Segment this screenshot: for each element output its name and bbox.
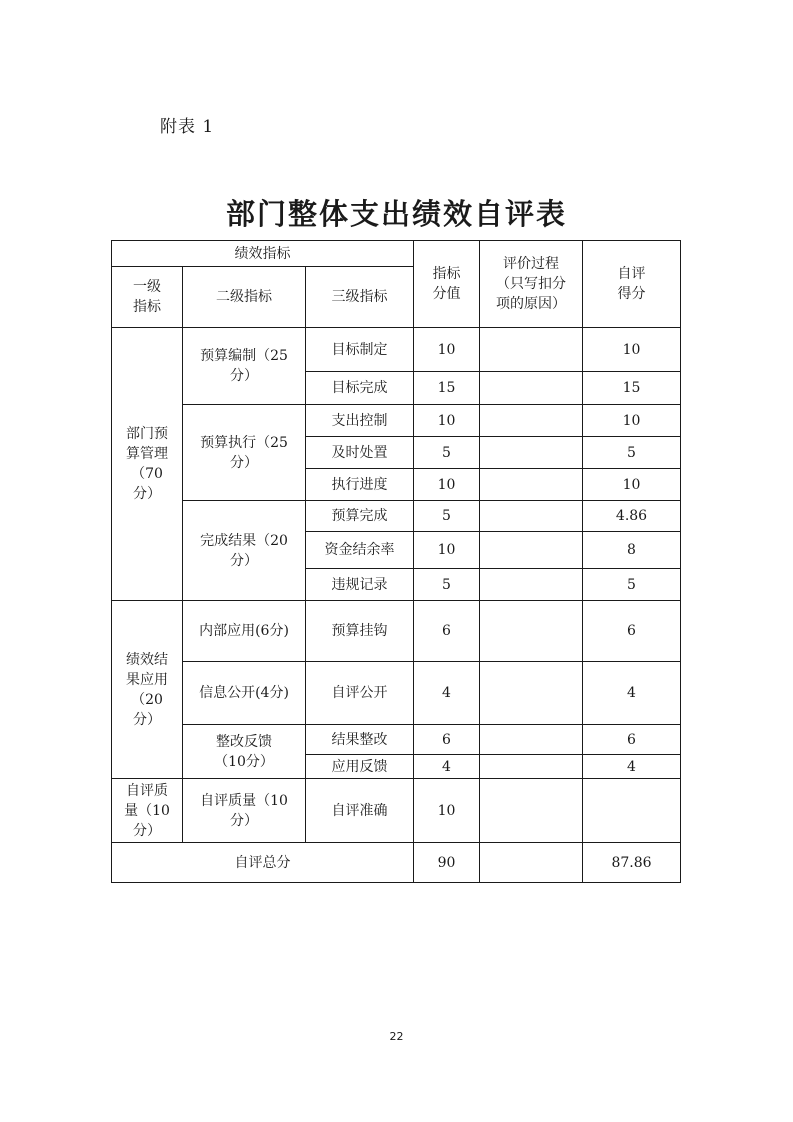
score-cell: 5 <box>583 437 681 469</box>
score-cell: 6 <box>583 601 681 662</box>
header-level3: 三级指标 <box>306 267 414 328</box>
process-cell <box>480 405 583 437</box>
score-cell: 4 <box>583 755 681 779</box>
process-cell <box>480 662 583 725</box>
process-cell <box>480 328 583 372</box>
process-cell <box>480 755 583 779</box>
page-title: 部门整体支出绩效自评表 <box>225 197 567 231</box>
header-level1: 一级指标 <box>112 267 183 328</box>
header-process: 评价过程（只写扣分项的原因） <box>480 241 583 328</box>
value-cell: 6 <box>414 725 480 755</box>
value-cell: 5 <box>414 437 480 469</box>
level3-cell: 预算挂钩 <box>306 601 414 662</box>
level3-cell: 及时处置 <box>306 437 414 469</box>
process-cell <box>480 725 583 755</box>
group-self-evaluation-quality: 自评质量（10分） <box>112 779 183 843</box>
score-cell: 4 <box>583 662 681 725</box>
value-cell: 10 <box>414 469 480 501</box>
level2-self-evaluation-quality: 自评质量（10分） <box>183 779 306 843</box>
score-cell: 10 <box>583 469 681 501</box>
score-cell: 5 <box>583 569 681 601</box>
total-score: 87.86 <box>583 843 681 883</box>
process-cell <box>480 501 583 532</box>
table-row <box>112 405 681 437</box>
process-cell <box>480 372 583 405</box>
level3-cell: 结果整改 <box>306 725 414 755</box>
header-group: 绩效指标 <box>112 241 414 267</box>
value-cell: 4 <box>414 662 480 725</box>
level3-cell: 执行进度 <box>306 469 414 501</box>
level3-cell: 违规记录 <box>306 569 414 601</box>
value-cell: 10 <box>414 328 480 372</box>
page-number: 22 <box>389 1030 404 1043</box>
table-row <box>112 662 681 725</box>
score-cell: 10 <box>583 405 681 437</box>
score-cell: 4.86 <box>583 501 681 532</box>
table-row <box>112 779 681 843</box>
value-cell: 6 <box>414 601 480 662</box>
process-cell <box>480 469 583 501</box>
total-process <box>480 843 583 883</box>
level3-cell: 预算完成 <box>306 501 414 532</box>
level2-completion-results: 完成结果（20分） <box>183 501 306 601</box>
value-cell: 10 <box>414 779 480 843</box>
level3-cell: 自评公开 <box>306 662 414 725</box>
level3-cell: 目标完成 <box>306 372 414 405</box>
level3-cell: 应用反馈 <box>306 755 414 779</box>
evaluation-table <box>111 240 681 883</box>
score-cell <box>583 779 681 843</box>
level2-budget-execution: 预算执行（25分） <box>183 405 306 501</box>
header-self-score: 自评得分 <box>583 241 681 328</box>
value-cell: 15 <box>414 372 480 405</box>
group-budget-management: 部门预算管理（70分） <box>112 328 183 601</box>
level3-cell: 资金结余率 <box>306 532 414 569</box>
process-cell <box>480 779 583 843</box>
group-results-application: 绩效结果应用（20分） <box>112 601 183 779</box>
level3-cell: 支出控制 <box>306 405 414 437</box>
total-value: 90 <box>414 843 480 883</box>
table-row <box>112 328 681 372</box>
level2-rectification-feedback: 整改反馈（10分） <box>183 725 306 779</box>
level2-internal-application: 内部应用(6分) <box>183 601 306 662</box>
value-cell: 10 <box>414 405 480 437</box>
header-score-value: 指标分值 <box>414 241 480 328</box>
table-row <box>112 725 681 755</box>
header-row <box>112 241 681 267</box>
value-cell: 4 <box>414 755 480 779</box>
table-row <box>112 601 681 662</box>
level2-budget-planning: 预算编制（25分） <box>183 328 306 405</box>
score-cell: 6 <box>583 725 681 755</box>
total-row <box>112 843 681 883</box>
header-level2: 二级指标 <box>183 267 306 328</box>
level3-cell: 目标制定 <box>306 328 414 372</box>
value-cell: 5 <box>414 501 480 532</box>
value-cell: 10 <box>414 532 480 569</box>
process-cell <box>480 569 583 601</box>
process-cell <box>480 532 583 569</box>
level2-information-disclosure: 信息公开(4分) <box>183 662 306 725</box>
total-label: 自评总分 <box>112 843 414 883</box>
level3-cell: 自评准确 <box>306 779 414 843</box>
process-cell <box>480 437 583 469</box>
annex-label: 附表 1 <box>160 117 215 137</box>
process-cell <box>480 601 583 662</box>
value-cell: 5 <box>414 569 480 601</box>
score-cell: 8 <box>583 532 681 569</box>
table-row <box>112 501 681 532</box>
score-cell: 10 <box>583 328 681 372</box>
score-cell: 15 <box>583 372 681 405</box>
